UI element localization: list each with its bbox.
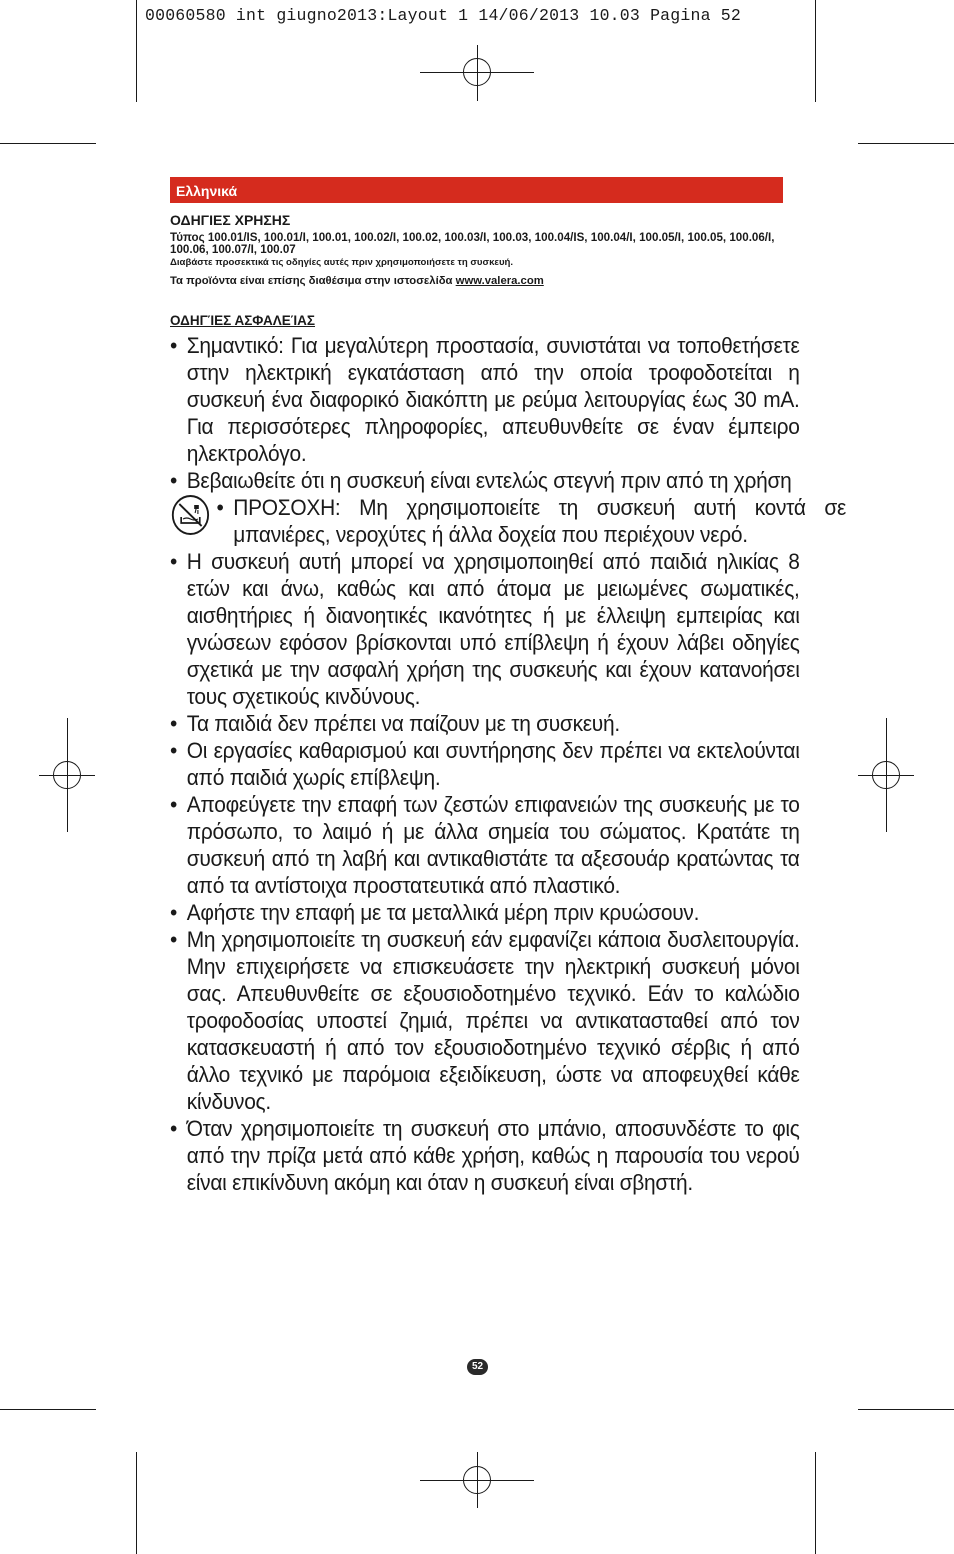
list-item: • Όταν χρησιμοποιείτε τη συσκευή στο μπάνιο, αποσυνδέστε το φις από την πρίζα μετά από κάθε χρήση, καθώς η παρουσία του νερού είναι επικίνδυνη ακόμη και όταν η συσκευή είναι σβηστή. xyxy=(170,1115,800,1196)
list-item-warning xyxy=(170,494,846,548)
page-title: ΟΔΗΓΙΕΣ ΧΡΗΣΗΣ xyxy=(170,212,291,228)
read-notice: Διαβάστε προσεκτικά τις οδηγίες αυτές πριν χρησιμοποιήσετε τη συσκευή. xyxy=(170,257,514,268)
page-content xyxy=(170,177,847,1196)
model-list: Τύπος 100.01/IS, 100.01/I, 100.01, 100.02/I, 100.02, 100.03/I, 100.03, 100.04/IS, 100.04/I, 100.05/I, 100.05, 100.06/I, 100.06, 100.07/I, 100.07 xyxy=(170,231,775,256)
page-number: 52 xyxy=(467,1359,488,1375)
website-link[interactable]: www.valera.com xyxy=(455,275,544,287)
crop-mark xyxy=(858,1409,954,1410)
language-header: Ελληνικά xyxy=(170,177,783,203)
no-water-near-bath-icon xyxy=(172,495,209,535)
safety-list xyxy=(170,332,847,1196)
safety-heading: ΟΔΗΓΊΕΣ ΑΣΦΑΛΕΊΑΣ xyxy=(170,313,316,328)
crop-mark xyxy=(815,1452,816,1554)
crop-mark xyxy=(136,1452,137,1554)
website-text: Τα προϊόντα είναι επίσης διαθέσιμα στην ιστοσελίδα xyxy=(170,275,456,287)
list-item: • Οι εργασίες καθαρισμού και συντήρησης δεν πρέπει να εκτελούνται από παιδιά χωρίς επίβλεψη. xyxy=(170,737,800,791)
website-line xyxy=(170,275,783,287)
crop-mark xyxy=(0,1409,96,1410)
warning-text: ΠΡΟΣΟΧΗ: Μη χρησιμοποιείτε τη συσκευή αυτή κοντά σε μπανιέρες, νεροχύτες ή άλλα δοχεία που περιέχουν νερό. xyxy=(233,495,847,547)
list-item: • Αποφεύγετε την επαφή των ζεστών επιφανειών της συσκευής με το πρόσωπο, το λαιμό ή με άλλα σημεία του σώματος. Κρατάτε τη συσκευή από τη λαβή και αντικαθιστάτε τα αξεσουάρ κρατώντας τα από τα αντίστοιχα προστατευτικά από πλαστικό. xyxy=(170,791,800,899)
crop-mark xyxy=(858,143,954,144)
list-item: • Μη χρησιμοποιείτε τη συσκευή εάν εμφανίζει κάποια δυσλειτουργία. Μην επιχειρήσετε να επισκευάσετε την ηλεκτρική συσκευή μόνοι σας. Απευθυνθείτε σε εξουσιοδοτημένο τεχνικό. Εάν το καλώδιο τροφοδοσίας υποστεί ζημιά, πρέπει να αντικατασταθεί από τον κατασκευαστή ή από τον εξουσιοδοτημένο τεχνικό σέρβις ή από άλλο τεχνικό με παρόμοια εξειδίκευση, ώστε να αποφευχθεί κάθε κίνδυνος. xyxy=(170,926,800,1115)
crop-mark xyxy=(136,0,137,102)
crop-mark xyxy=(815,0,816,102)
list-item: • Βεβαιωθείτε ότι η συσκευή είναι εντελώς στεγνή πριν από τη χρήση xyxy=(170,467,800,494)
list-item: • Σημαντικό: Για μεγαλύτερη προστασία, συνιστάται να τοποθετήσετε στην ηλεκτρική εγκατάσταση από την οποία τροφοδοτείται η συσκευή ένα διαφορικό διακόπτη με ρεύμα λειτουργίας έως 30 mA. Για περισσότερες πληροφορίες, απευθυνθείτε σε έναν έμπειρο ηλεκτρολόγο. xyxy=(170,332,800,467)
crop-mark xyxy=(0,143,96,144)
list-item: • Αφήστε την επαφή με τα μεταλλικά μέρη πριν κρυώσουν. xyxy=(170,899,800,926)
print-slug: 00060580 int giugno2013:Layout 1 14/06/2013 10.03 Pagina 52 xyxy=(145,6,741,25)
list-item: • Τα παιδιά δεν πρέπει να παίζουν με τη συσκευή. xyxy=(170,710,800,737)
list-item: • Η συσκευή αυτή μπορεί να χρησιμοποιηθεί από παιδιά ηλικίας 8 ετών και άνω, καθώς και από άτομα με μειωμένες σωματικές, αισθητήριες ή διανοητικές ικανότητες ή με έλλειψη εμπειρίας και γνώσεων εφόσον βρίσκονται υπό επίβλεψη ή έχουν λάβει οδηγίες σχετικά με την ασφαλή χρήση της συσκευής και έχουν κατανοήσει τους σχετικούς κινδύνους. xyxy=(170,548,800,710)
